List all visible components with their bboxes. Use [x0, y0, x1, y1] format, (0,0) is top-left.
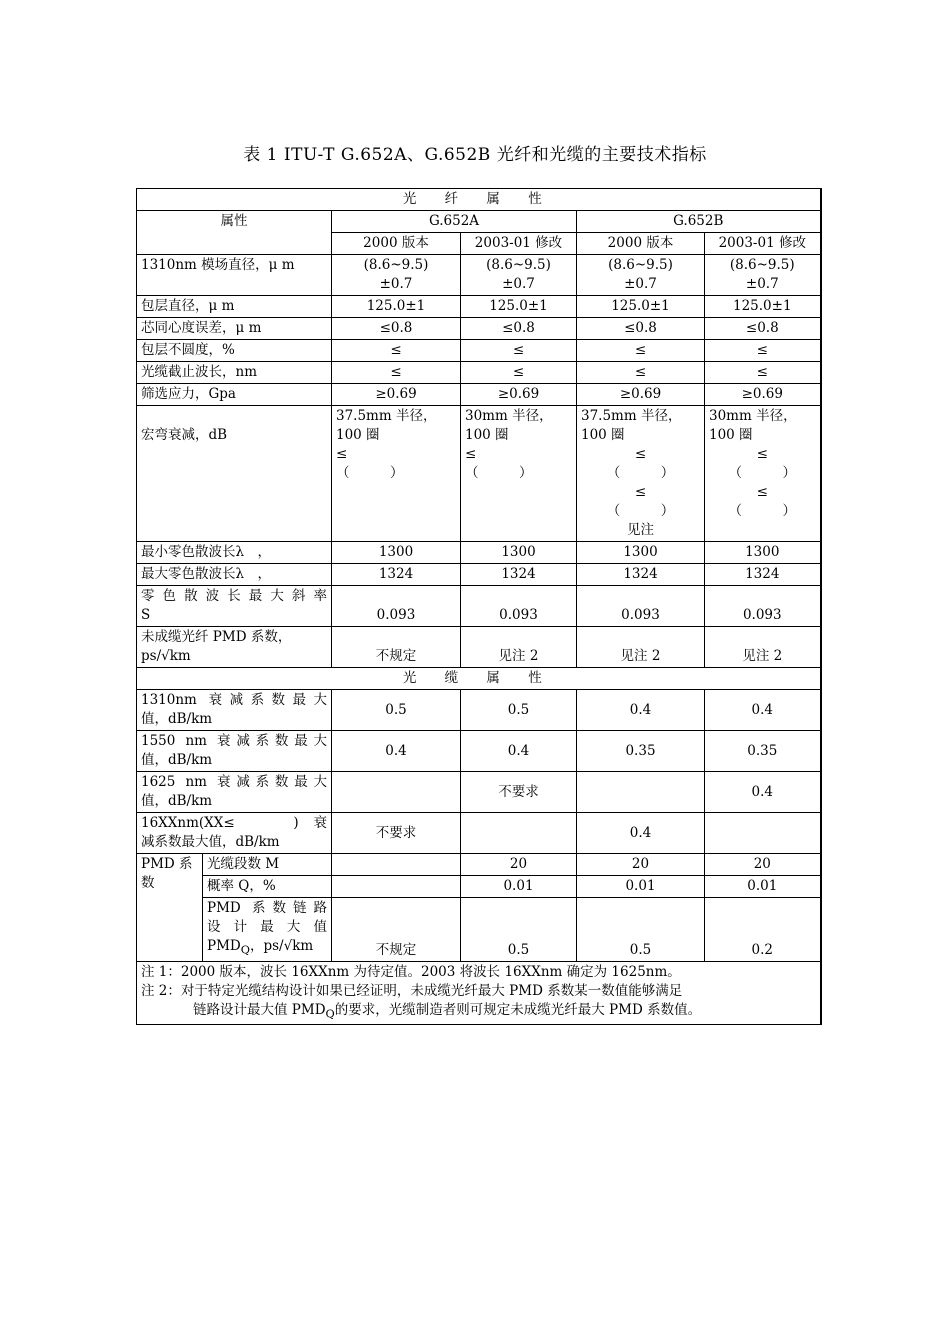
value-cell	[332, 406, 461, 542]
cell-line: (8.6~9.5)	[363, 257, 429, 273]
value-cell: 1324	[577, 564, 705, 586]
value-cell: 不规定	[332, 627, 461, 668]
table-row	[137, 296, 821, 318]
header-a-2000: 2000 版本	[332, 233, 461, 255]
cell-line: （ ）	[728, 503, 797, 519]
row-label	[137, 627, 332, 668]
value-cell: 0.4	[705, 690, 821, 731]
table-row	[137, 255, 821, 296]
value-cell: 1300	[705, 542, 821, 564]
label-line: 减系数最大值，dB/km	[141, 834, 280, 850]
value-cell: 0.093	[332, 586, 461, 627]
value-cell	[705, 362, 821, 384]
value-cell: 0.4	[461, 731, 577, 772]
cell-line: 见注	[627, 522, 654, 538]
cell-line: ≤0.8	[502, 320, 535, 336]
cell-line: ≤	[634, 446, 647, 462]
value-cell	[332, 318, 461, 340]
value-cell	[461, 296, 577, 318]
cell-line: ≥0.69	[619, 386, 662, 402]
value-cell	[332, 854, 461, 876]
table-row	[137, 627, 821, 668]
value-cell	[577, 318, 705, 340]
notes-row	[137, 961, 821, 1025]
pmd-sub-label	[203, 876, 332, 898]
header-b-2000: 2000 版本	[577, 233, 705, 255]
cell-line: ±0.7	[745, 276, 779, 292]
row-label	[137, 564, 332, 586]
note-2-post: 的要求，光缆制造者则可规定未成缆光纤最大 PMD 系数值。	[334, 1001, 702, 1018]
label-line: 值，dB/km	[141, 752, 213, 768]
value-cell	[332, 384, 461, 406]
note-1: 注 1：2000 版本，波长 16XXnm 为待定值。2003 将波长 16XXnm 确定为 1625nm。	[141, 963, 681, 980]
row-label: 包层直径，μ m	[137, 296, 332, 318]
value-cell: 0.01	[577, 876, 705, 898]
cell-line: ≤	[756, 484, 768, 500]
value-cell	[332, 255, 461, 296]
value-cell: 不要求	[332, 813, 461, 854]
header-row-1	[137, 211, 821, 233]
value-cell: 0.4	[577, 813, 705, 854]
row-label: 宏弯衰减，dB	[137, 406, 332, 542]
table-row	[137, 813, 821, 854]
label-line	[207, 937, 327, 960]
value-cell: 0.2	[705, 898, 821, 962]
value-cell	[461, 340, 577, 362]
table-row	[137, 384, 821, 406]
cell-line: ≤	[756, 364, 768, 380]
label-line: 16XXnm(XX≤ ) 衰	[141, 815, 327, 831]
value-cell	[705, 813, 821, 854]
note-2-pre: 链路设计最大值 PMD	[193, 1001, 326, 1018]
value-cell: 0.5	[461, 690, 577, 731]
cell-line: ≤	[634, 484, 647, 500]
row-label: 1310nm 模场直径，μ m	[137, 255, 332, 296]
row-label	[137, 772, 332, 813]
value-cell: 0.4	[577, 690, 705, 731]
label-line: 最大零色散波长λ ，	[141, 566, 272, 582]
value-cell	[461, 813, 577, 854]
label-line: 光缆段数 M	[207, 856, 280, 872]
value-cell	[705, 340, 821, 362]
label-line: 零色散波长最大斜率	[141, 588, 327, 604]
cell-line: ≤	[390, 364, 402, 380]
table-row	[137, 772, 821, 813]
pmd-subscript: Q	[240, 943, 250, 957]
value-cell	[332, 362, 461, 384]
pmd-unit: ，ps/√km	[249, 938, 314, 954]
spec-table	[136, 188, 822, 1025]
table-row	[137, 340, 821, 362]
value-cell	[461, 384, 577, 406]
row-label: 芯同心度误差，μ m	[137, 318, 332, 340]
cell-line: (8.6~9.5)	[608, 257, 673, 273]
row-label	[137, 813, 332, 854]
value-cell	[705, 384, 821, 406]
cell-line: ≤	[756, 446, 768, 462]
value-cell: 见注 2	[461, 627, 577, 668]
header-g652a: G.652A	[332, 211, 577, 233]
value-cell: 0.093	[461, 586, 577, 627]
cell-line: ±0.7	[624, 276, 657, 292]
row-label: 筛选应力，Gpa	[137, 384, 332, 406]
value-cell	[705, 255, 821, 296]
value-cell: 20	[705, 854, 821, 876]
cell-line: ≥0.69	[497, 386, 540, 402]
note-2: 注 2：对于特定光缆结构设计如果已经证明，未成缆光纤最大 PMD 系数某一数值能够满足	[141, 982, 683, 999]
note-2-sub: Q	[325, 1007, 335, 1021]
value-cell: 1324	[461, 564, 577, 586]
table-row	[137, 318, 821, 340]
value-cell	[461, 318, 577, 340]
value-cell: 见注 2	[705, 627, 821, 668]
table-row	[137, 854, 821, 876]
table-row	[137, 586, 821, 627]
row-label: 光缆截止波长，nm	[137, 362, 332, 384]
cell-line: ≥0.69	[741, 386, 783, 402]
table-row	[137, 731, 821, 772]
cell-line: ≤	[390, 342, 402, 358]
value-cell	[577, 384, 705, 406]
row-label	[137, 731, 332, 772]
label-line: 概率 Q，%	[207, 878, 276, 894]
value-cell	[577, 255, 705, 296]
cell-line: 125.0±1	[611, 298, 670, 314]
section-row-cable	[137, 668, 821, 690]
label-line: 值，dB/km	[141, 793, 213, 809]
cell-line: (8.6~9.5)	[729, 257, 795, 273]
value-cell: 0.5	[332, 690, 461, 731]
value-cell: 0.093	[705, 586, 821, 627]
value-cell: 0.01	[461, 876, 577, 898]
value-cell: 0.4	[332, 731, 461, 772]
table-row	[137, 898, 821, 962]
table-row	[137, 564, 821, 586]
section-fiber: 光 纤 属 性	[137, 189, 821, 211]
cell-line: 100 圈	[709, 427, 753, 443]
cell-line: 37.5mm 半径，	[581, 408, 682, 424]
table-row	[137, 542, 821, 564]
cell-line: ≥0.69	[375, 386, 417, 402]
cell-line: （ ）	[606, 465, 675, 481]
value-cell	[577, 772, 705, 813]
value-cell	[332, 296, 461, 318]
row-label	[137, 690, 332, 731]
label-line: 1625 nm 衰减系数最大	[141, 774, 327, 790]
cell-line: ≤0.8	[379, 320, 413, 336]
table-row	[137, 406, 821, 542]
cell-line: ≤	[465, 446, 477, 462]
value-cell: 1300	[332, 542, 461, 564]
value-cell	[332, 876, 461, 898]
cell-line: ≤	[634, 342, 647, 358]
cell-line: 125.0±1	[366, 298, 426, 314]
cell-line: （ ）	[606, 503, 675, 519]
value-cell: 不规定	[332, 898, 461, 962]
section-cable: 光 缆 属 性	[137, 668, 821, 690]
value-cell	[577, 406, 705, 542]
value-cell: 20	[461, 854, 577, 876]
header-g652b: G.652B	[577, 211, 821, 233]
value-cell	[577, 340, 705, 362]
label-line: 设计最大值	[207, 919, 327, 935]
value-cell	[332, 340, 461, 362]
value-cell	[705, 318, 821, 340]
note-2-cont	[141, 1001, 816, 1024]
cell-line: （ ）	[336, 465, 404, 481]
value-cell	[577, 362, 705, 384]
value-cell	[705, 296, 821, 318]
cell-line: （ ）	[465, 465, 533, 481]
table-row	[137, 876, 821, 898]
value-cell: 0.01	[705, 876, 821, 898]
notes-cell	[137, 961, 821, 1025]
value-cell	[577, 296, 705, 318]
value-cell: 1324	[332, 564, 461, 586]
cell-line: 100 圈	[336, 427, 380, 443]
pmd-group-label: PMD 系数	[137, 854, 203, 962]
label-line: 最小零色散波长λ ，	[141, 544, 272, 560]
cell-line: （ ）	[728, 465, 797, 481]
value-cell	[332, 772, 461, 813]
cell-line: 125.0±1	[489, 298, 548, 314]
cell-line: ±0.7	[502, 276, 535, 292]
label-line: 值，dB/km	[141, 711, 213, 727]
value-cell	[705, 406, 821, 542]
row-label	[137, 586, 332, 627]
table-row	[137, 362, 821, 384]
cell-line: (8.6~9.5)	[486, 257, 551, 273]
value-cell: 0.4	[705, 772, 821, 813]
label-line: S	[141, 607, 151, 623]
value-cell	[461, 362, 577, 384]
label-line: PMD 系数链路	[207, 900, 327, 916]
value-cell: 20	[577, 854, 705, 876]
value-cell	[461, 406, 577, 542]
value-cell: 不要求	[461, 772, 577, 813]
header-attr: 属性	[137, 211, 332, 255]
value-cell: 见注 2	[577, 627, 705, 668]
cell-line: ±0.7	[379, 276, 413, 292]
value-cell: 0.5	[461, 898, 577, 962]
section-row-fiber	[137, 189, 821, 211]
pmd-sub-label	[203, 854, 332, 876]
cell-line: 37.5mm 半径，	[336, 408, 437, 424]
value-cell: 1300	[577, 542, 705, 564]
table-title: 表 1 ITU-T G.652A、G.652B 光纤和光缆的主要技术指标	[243, 145, 707, 165]
cell-line: ≤	[634, 364, 647, 380]
cell-line: 125.0±1	[733, 298, 792, 314]
value-cell: 0.5	[577, 898, 705, 962]
header-a-2003: 2003-01 修改	[461, 233, 577, 255]
value-cell: 0.093	[577, 586, 705, 627]
value-cell: 0.35	[577, 731, 705, 772]
cell-line: ≤	[336, 446, 348, 462]
pmd-symbol: PMD	[207, 938, 241, 954]
label-line: 1310nm 衰减系数最大	[141, 692, 327, 708]
row-label: 包层不圆度，%	[137, 340, 332, 362]
label-line: ps/√km	[141, 648, 191, 664]
cell-line: ≤0.8	[624, 320, 657, 336]
value-cell	[461, 255, 577, 296]
cell-line: 100 圈	[465, 427, 509, 443]
value-cell: 1324	[705, 564, 821, 586]
cell-line: ≤	[512, 342, 525, 358]
cell-line: ≤0.8	[745, 320, 779, 336]
cell-line: 100 圈	[581, 427, 625, 443]
pmd-sub-label	[203, 898, 332, 962]
label-line: 1550 nm 衰减系数最大	[141, 733, 327, 749]
row-label	[137, 542, 332, 564]
cell-line: 30mm 半径，	[709, 408, 797, 424]
cell-line: 30mm 半径，	[465, 408, 553, 424]
value-cell: 1300	[461, 542, 577, 564]
cell-line: ≤	[512, 364, 525, 380]
value-cell: 0.35	[705, 731, 821, 772]
label-line: 未成缆光纤 PMD 系数，	[141, 629, 292, 645]
header-b-2003: 2003-01 修改	[705, 233, 821, 255]
cell-line: ≤	[756, 342, 768, 358]
table-row	[137, 690, 821, 731]
